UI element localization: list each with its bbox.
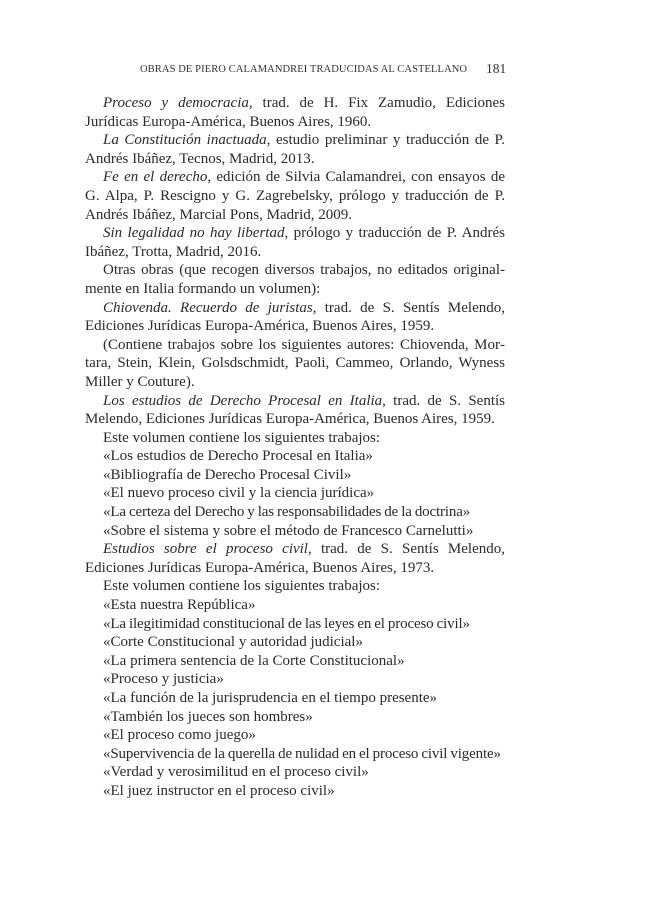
entry-title: Estudios sobre el proceso civil [103, 541, 308, 558]
volume-contents-intro: Este volumen contiene los siguientes trabajos: [103, 429, 381, 446]
entry-title: Chiovenda. Recuerdo de juristas, [103, 299, 317, 316]
list-item: «Proceso y justicia» [103, 671, 224, 688]
entry-details: , trad. de S. Sentís Melendo, Ediciones Jurídicas Europa-América, Buenos Aires, 1973. [85, 541, 505, 576]
entry-la-constitucion-inactuada [85, 131, 505, 168]
volume-contents-intro: Este volumen contiene los siguientes trabajos: [103, 578, 381, 595]
page-body [85, 94, 505, 801]
list-item: «La ilegitimidad constitucional de las leyes en el proceso civil» [103, 615, 470, 632]
entry-title: La Constitución inactuada [103, 132, 267, 149]
entry-title: Sin legalidad no hay libertad [103, 225, 285, 242]
entry-estudios-proceso-civil [85, 540, 505, 577]
list-item: «Corte Constitucional y autoridad judicial» [103, 634, 363, 651]
entry-details: , edición de Silvia Calamandrei, con ensayos de G. Alpa, P. Rescigno y G. Zagrebelsky, prólogo y traducción de P. Andrés Ibáñez, Marcial Pons, Madrid, 2009. [85, 169, 506, 223]
list-item: «También los jueces son hombres» [103, 708, 313, 725]
list-item: «El proceso como juego» [103, 727, 256, 744]
list-item: «El juez instructor en el proceso civil» [103, 782, 335, 799]
list-item: «Bibliografía de Derecho Procesal Civil» [103, 466, 352, 483]
entry-proceso-y-democracia [85, 94, 505, 131]
entry-details: , prólogo y traducción de P. Andrés Ibáñez, Trotta, Madrid, 2016. [85, 225, 505, 260]
entry-title: Los estudios de Derecho Procesal en Italia [103, 392, 383, 409]
entry-title: Fe en el derecho [103, 169, 208, 186]
list-item: «Supervivencia de la querella de nulidad en el proceso civil vigente» [103, 745, 501, 762]
other-works-intro: Otras obras (que recogen diversos trabajos, no editados originalmente en Italia formando un volumen): [85, 262, 505, 297]
list-item: «El nuevo proceso civil y la ciencia jurídica» [103, 485, 375, 502]
entry-estudios-derecho-procesal [85, 392, 505, 429]
entry-details: trad. de S. Sentís Melendo, Ediciones Jurídicas Europa-América, Buenos Aires, 1959. [85, 299, 505, 335]
entry-chiovenda [85, 299, 505, 336]
list-item: «Verdad y verosimilitud en el proceso civil» [103, 764, 369, 781]
entry-fe-en-el-derecho [85, 168, 505, 224]
entry-sin-legalidad [85, 224, 505, 261]
entry-details: , estudio preliminar y traducción de P. Andrés Ibáñez, Tecnos, Madrid, 2013. [85, 132, 505, 167]
running-head: OBRAS DE PIERO CALAMANDREI TRADUCIDAS AL CASTELLANO [140, 64, 468, 75]
entry-details: , trad. de H. Fix Zamudio, Ediciones Jurídicas Europa-América, Buenos Aires, 1960. [85, 95, 505, 130]
list-item: «La función de la jurisprudencia en el tiempo presente» [103, 690, 438, 706]
list-item: «Esta nuestra República» [103, 597, 256, 614]
list-item: «La primera sentencia de la Corte Constitucional» [103, 652, 405, 669]
entry-details: , trad. de S. Sentís Melendo, Ediciones Jurídicas Europa-América, Buenos Aires, 1959. [85, 392, 505, 428]
list-item: «Los estudios de Derecho Procesal en Italia» [103, 448, 373, 465]
page-number: 181 [486, 61, 507, 76]
list-item: «La certeza del Derecho y las responsabilidades de la doctrina» [103, 504, 471, 521]
entry-title: Proceso y democracia [103, 95, 249, 111]
chiovenda-note: (Contiene trabajos sobre los siguientes autores: Chiovenda, Mortara, Stein, Klein, Golsdschmidt, Paoli, Cammeo, Orlando, Wyness Miller y Couture). [85, 336, 505, 390]
list-item: «Sobre el sistema y sobre el método de Francesco Carnelutti» [103, 522, 474, 539]
